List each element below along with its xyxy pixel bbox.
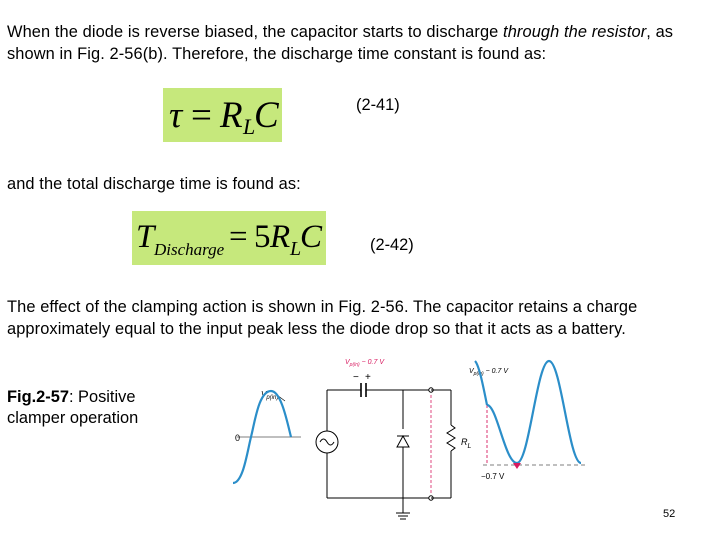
equation1-number: (2-41) <box>356 96 400 114</box>
input-peak-label: $V_{p(in)}$ <box>261 390 279 401</box>
output-waveform <box>469 361 585 481</box>
equation2-r: R <box>270 219 291 255</box>
svg-text:+: + <box>365 372 371 383</box>
input-waveform <box>233 390 301 483</box>
equation1-r-subscript: L <box>243 114 256 139</box>
input-zero-label: 0 <box>235 433 241 443</box>
equation-discharge-time <box>132 211 326 265</box>
figure-caption-text: : Positive clamper operation <box>7 388 139 427</box>
between-paragraph: and the total discharge time is found as: <box>7 175 301 193</box>
intro-text-before: When the diode is reverse biased, the capacitor starts to discharge <box>7 23 504 41</box>
resistor-icon <box>447 425 455 451</box>
equation1-lhs: τ <box>169 95 183 136</box>
output-min-label: −0.7 V <box>481 472 505 481</box>
equation2-r-subscript: L <box>290 238 302 260</box>
figure-caption <box>7 387 167 429</box>
equation2-number: (2-42) <box>370 236 414 254</box>
diode-icon <box>397 436 409 447</box>
figure-caption-label: Fig.2-57 <box>7 388 69 406</box>
equation2-t-subscript: Discharge <box>154 240 225 259</box>
svg-text:−: − <box>353 372 359 383</box>
clamper-figure <box>225 355 605 530</box>
equation-time-constant <box>163 88 282 142</box>
output-peak-label: $V_{p(in)} - 0.7$ V <box>469 368 509 377</box>
equation2-equals: = <box>229 219 248 255</box>
intro-paragraph <box>7 21 713 65</box>
page-number: 52 <box>663 508 676 520</box>
clamper-circuit <box>316 383 455 519</box>
equation1-r: R <box>220 95 243 136</box>
intro-text-after: , as shown in Fig. 2-56(b). Therefore, the discharge time constant is found as: <box>7 23 674 63</box>
clamping-paragraph: The effect of the clamping action is shown in Fig. 2-56. The capacitor retains a charge approximately equal to the input peak less the diode drop so that it acts as a battery. <box>7 298 638 338</box>
equation1-c: C <box>254 95 279 136</box>
top-peak-label: $V_{p(in)} - 0.7$ V <box>345 359 385 368</box>
svg-text:RL: $R_L$ <box>461 437 472 450</box>
equation1-equals: = <box>191 95 212 136</box>
equation2-t: T <box>136 219 155 255</box>
equation2-c: C <box>300 219 323 255</box>
intro-text-italic: through the resistor <box>503 23 647 41</box>
equation2-coefficient: 5 <box>254 219 271 255</box>
